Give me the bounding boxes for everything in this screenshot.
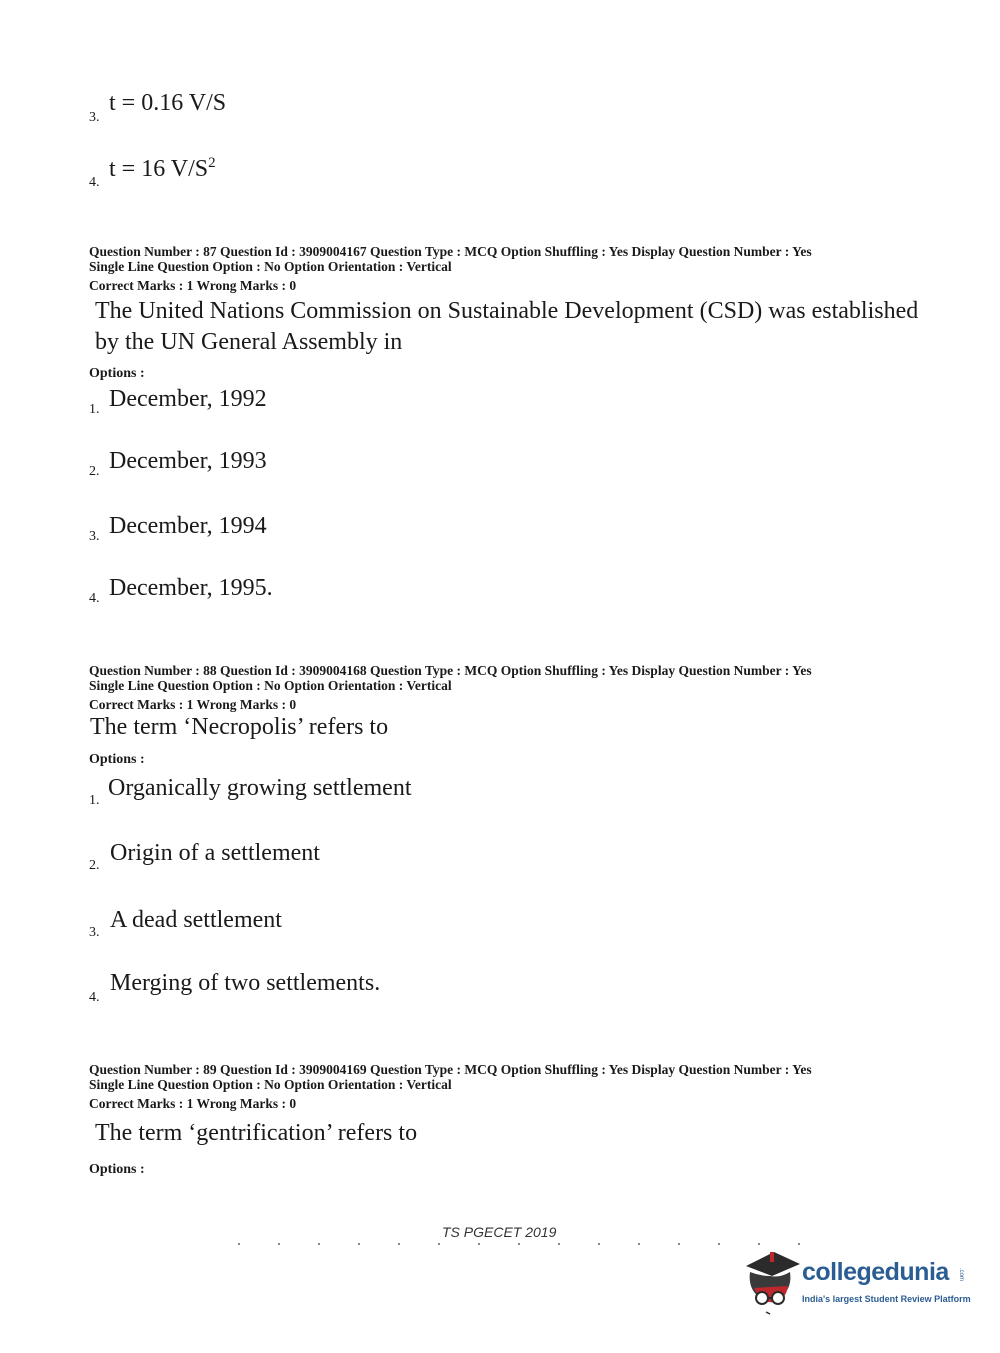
option-number: 1. <box>89 402 100 417</box>
option-number: 4. <box>89 591 100 606</box>
option-number: 2. <box>89 464 100 479</box>
option-text-main: t = 16 V/S <box>109 156 209 182</box>
options-label: Options : <box>89 752 145 767</box>
question-meta-line1: Question Number : 87 Question Id : 3909004167 Question Type : MCQ Option Shuffling : Yes Display Question Number : Yes <box>89 244 812 259</box>
question-stem-line1: The term ‘gentrification’ refers to <box>95 1120 418 1146</box>
option-text <box>109 155 216 183</box>
footer-divider <box>238 1243 818 1245</box>
question-stem-line1: The United Nations Commission on Sustainable Development (CSD) was established <box>95 298 919 324</box>
option-number: 4. <box>89 990 100 1005</box>
question-marks: Correct Marks : 1 Wrong Marks : 0 <box>89 1096 297 1111</box>
question-stem-line1: The term ‘Necropolis’ refers to <box>90 714 389 740</box>
option-number: 3. <box>89 925 100 940</box>
option-text: December, 1993 <box>109 448 267 474</box>
option-text: Organically growing settlement <box>108 775 412 801</box>
options-label: Options : <box>89 366 145 381</box>
option-text: Origin of a settlement <box>110 840 320 866</box>
question-marks: Correct Marks : 1 Wrong Marks : 0 <box>89 697 297 712</box>
option-text: December, 1995. <box>109 575 273 601</box>
option-number: 1. <box>89 793 100 808</box>
option-text: Merging of two settlements. <box>110 970 381 996</box>
question-meta-line2: Single Line Question Option : No Option Orientation : Vertical <box>89 678 452 693</box>
option-number: 3. <box>89 110 100 125</box>
option-text: t = 0.16 V/S <box>109 90 227 116</box>
option-superscript: 2 <box>208 155 216 171</box>
question-meta-line1: Question Number : 88 Question Id : 3909004168 Question Type : MCQ Option Shuffling : Yes Display Question Number : Yes <box>89 663 812 678</box>
option-text: December, 1992 <box>109 386 267 412</box>
option-number: 3. <box>89 529 100 544</box>
brand-name: collegedunia <box>802 1258 949 1286</box>
option-number: 4. <box>89 175 100 190</box>
option-text: A dead settlement <box>110 907 282 933</box>
question-stem-line2: by the UN General Assembly in <box>95 329 403 355</box>
option-text: December, 1994 <box>109 513 267 539</box>
collegedunia-logo <box>740 1248 970 1318</box>
mascot-icon <box>740 1248 802 1318</box>
question-meta-line2: Single Line Question Option : No Option Orientation : Vertical <box>89 1077 452 1092</box>
question-marks: Correct Marks : 1 Wrong Marks : 0 <box>89 278 297 293</box>
exam-title: TS PGECET 2019 <box>442 1224 557 1240</box>
option-number: 2. <box>89 858 100 873</box>
question-meta-line1: Question Number : 89 Question Id : 3909004169 Question Type : MCQ Option Shuffling : Yes Display Question Number : Yes <box>89 1062 812 1077</box>
brand-suffix: .com <box>958 1268 964 1282</box>
brand-tagline: India's largest Student Review Platform <box>802 1294 971 1304</box>
question-meta-line2: Single Line Question Option : No Option Orientation : Vertical <box>89 259 452 274</box>
options-label: Options : <box>89 1162 145 1177</box>
